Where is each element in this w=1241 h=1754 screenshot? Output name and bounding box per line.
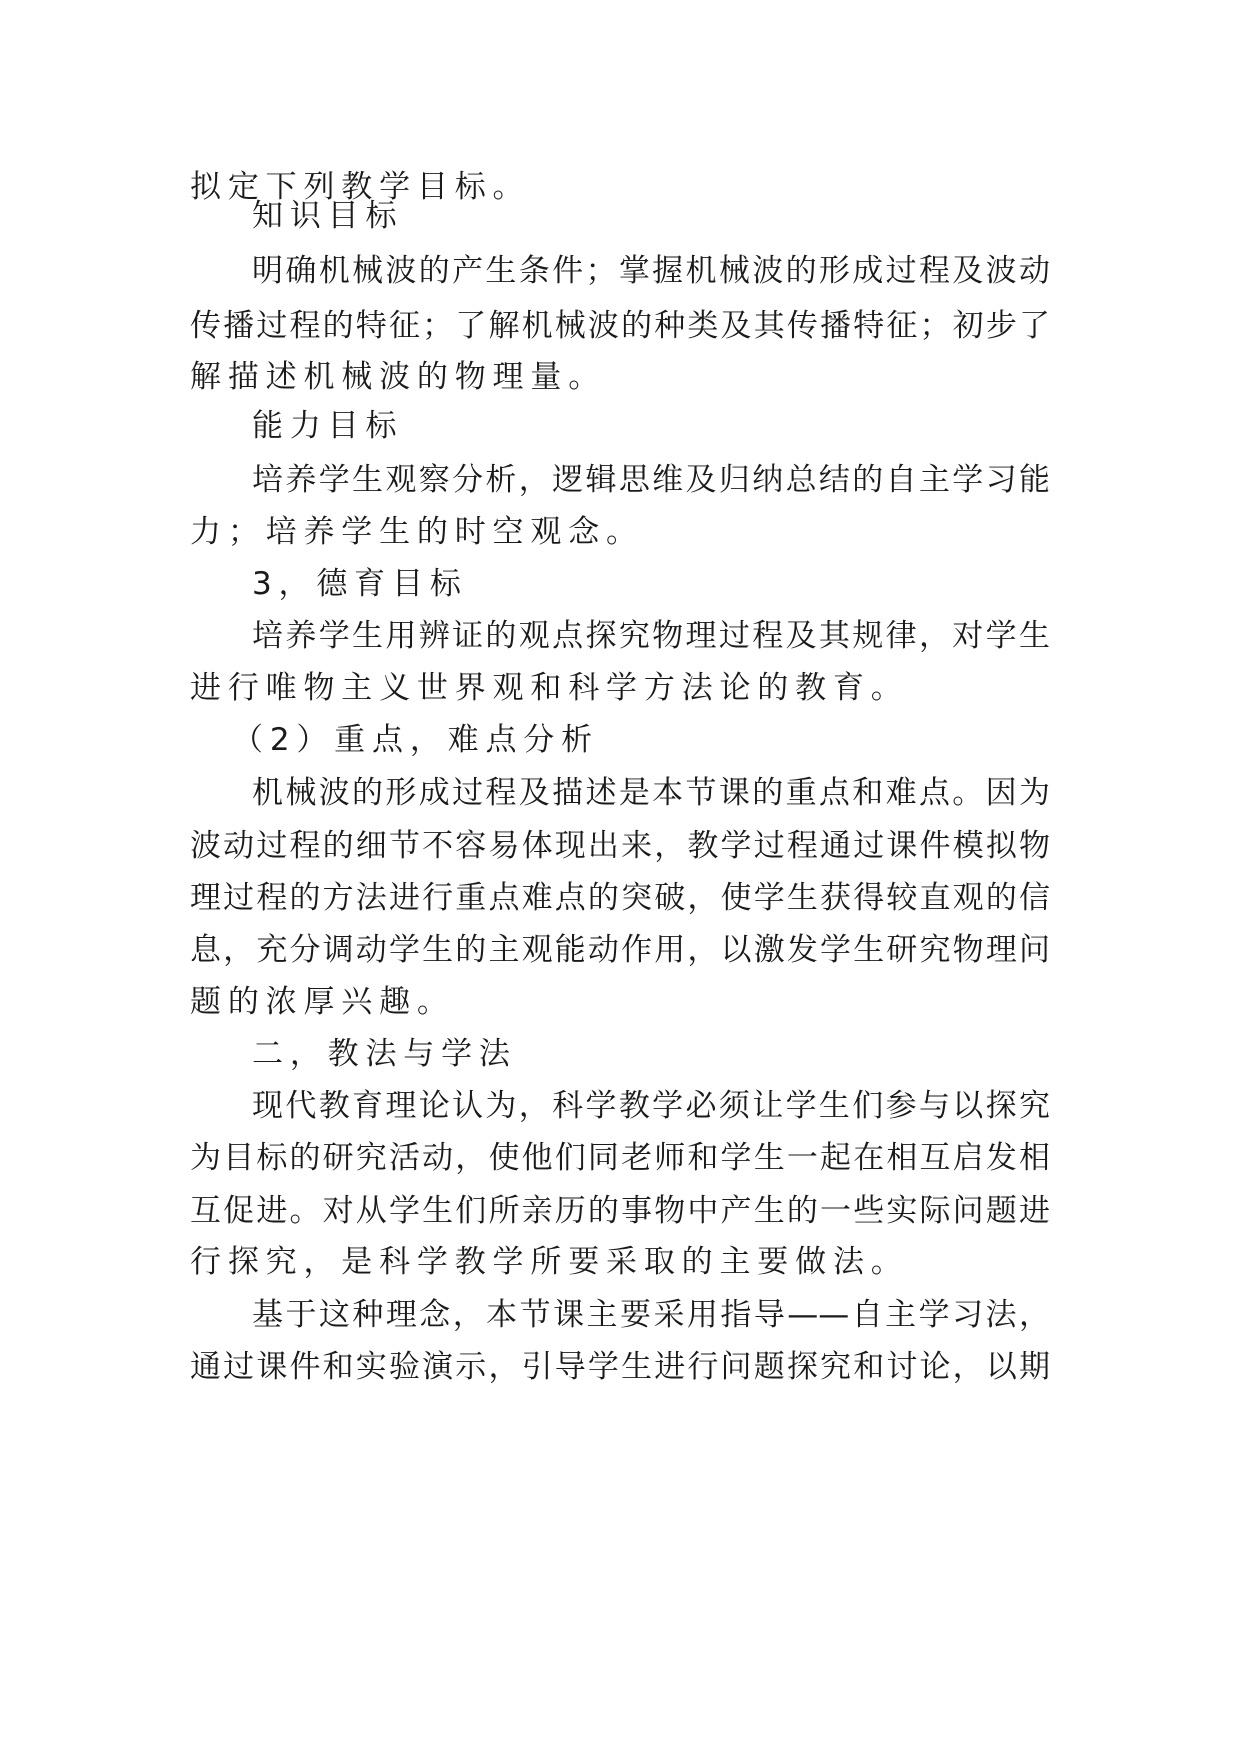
text-line: 传播过程的特征；了解机械波的种类及其传播特征；初步了 (190, 308, 1050, 344)
text-line: 明确机械波的产生条件；掌握机械波的形成过程及波动 (252, 253, 1050, 289)
section-heading-moral: 3，德育目标 (252, 566, 468, 602)
section-heading-knowledge: 知识目标 (252, 198, 404, 234)
text-line: 行探究，是科学教学所要采取的主要做法。 (190, 1244, 909, 1280)
section-heading-methods: 二，教法与学法 (252, 1036, 517, 1072)
text-line: 理过程的方法进行重点难点的突破，使学生获得较直观的信 (190, 880, 1050, 916)
text-line: 培养学生观察分析，逻辑思维及归纳总结的自主学习能 (252, 462, 1050, 498)
text-line: 进行唯物主义世界观和科学方法论的教育。 (190, 670, 909, 706)
text-line: 互促进。对从学生们所亲历的事物中产生的一些实际问题进 (190, 1193, 1050, 1229)
text-line: 题的浓厚兴趣。 (190, 984, 455, 1020)
text-line: 波动过程的细节不容易体现出来，教学过程通过课件模拟物 (190, 828, 1050, 864)
text-line: 基于这种理念，本节课主要采用指导——自主学习法， (252, 1297, 1050, 1333)
text-line: 机械波的形成过程及描述是本节课的重点和难点。因为 (252, 775, 1050, 811)
text-line: 解描述机械波的物理量。 (190, 359, 607, 395)
section-heading-ability: 能力目标 (252, 408, 404, 444)
text-line: 力；培养学生的时空观念。 (190, 514, 644, 550)
text-line: 现代教育理论认为，科学教学必须让学生们参与以探究 (252, 1088, 1050, 1124)
text-line: 为目标的研究活动，使他们同老师和学生一起在相互启发相 (190, 1140, 1050, 1176)
text-line: 通过课件和实验演示，引导学生进行问题探究和讨论，以期 (190, 1349, 1050, 1385)
text-line: 息，充分调动学生的主观能动作用，以激发学生研究物理问 (190, 932, 1050, 968)
section-heading-key-points: （2）重点，难点分析 (232, 722, 599, 758)
text-line: 培养学生用辨证的观点探究物理过程及其规律，对学生 (252, 618, 1050, 654)
text-line: 拟定下列教学目标。 (190, 169, 531, 205)
